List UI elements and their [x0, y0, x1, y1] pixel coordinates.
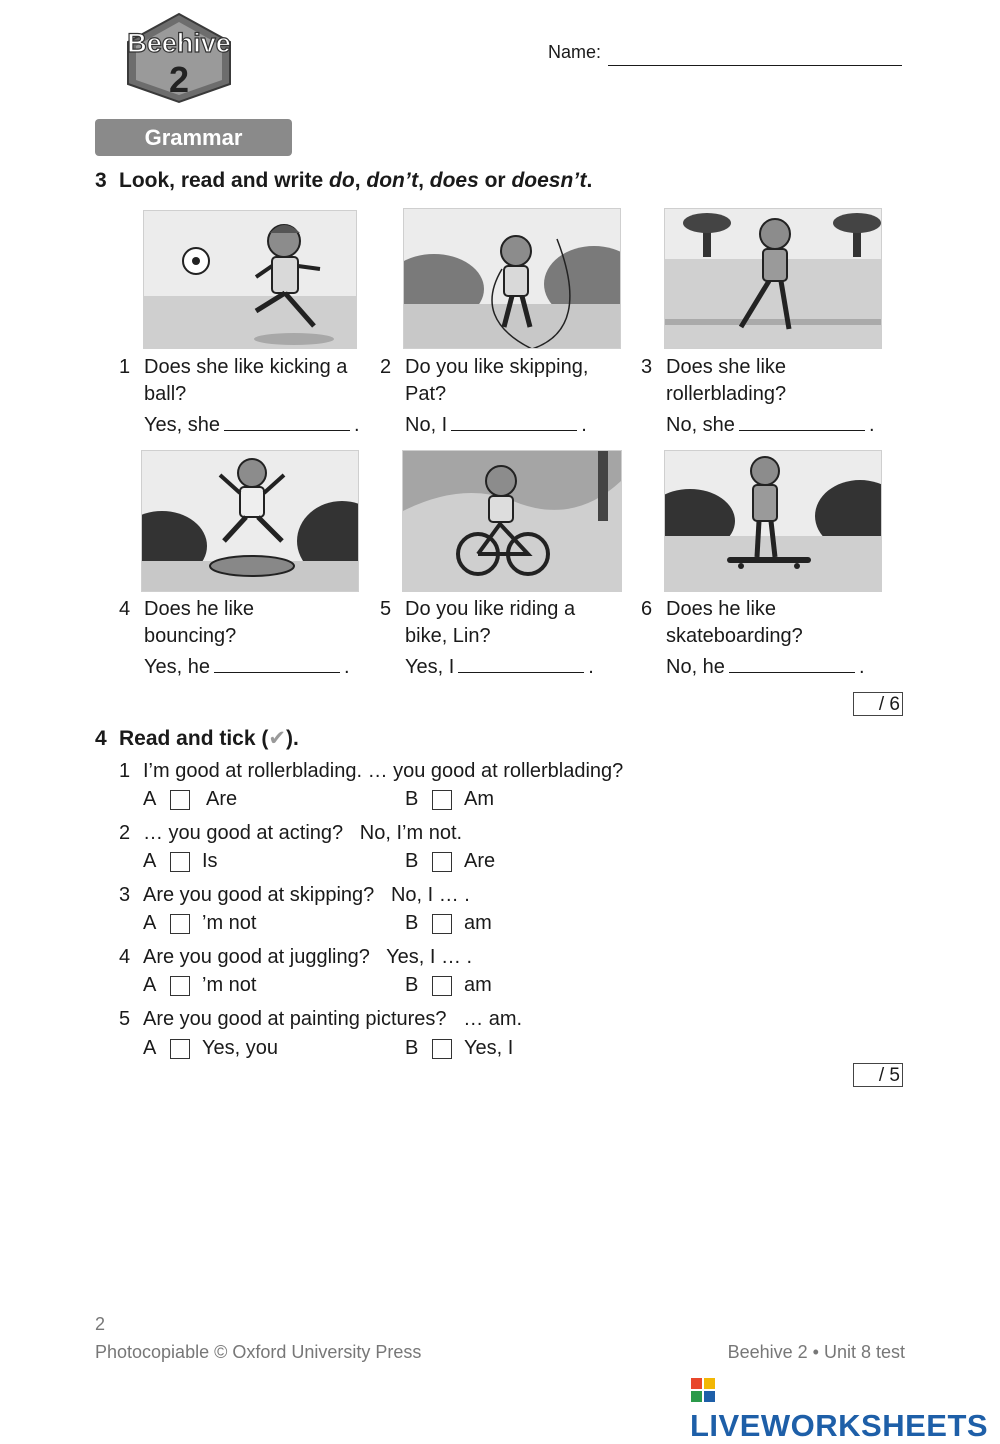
- question-4: 4 Does he like bouncing? Yes, he .: [119, 598, 350, 678]
- exercise-number: 3: [95, 169, 107, 192]
- exercise-4-title: 4 Read and tick (✔).: [95, 727, 299, 750]
- liveworksheets-logo-icon: [690, 1375, 716, 1401]
- checkbox-1b[interactable]: [432, 790, 452, 810]
- option-4b: B am: [405, 974, 492, 996]
- question-6: 6 Does he like skateboarding? No, he .: [641, 598, 865, 678]
- answer-blank-2[interactable]: [451, 412, 577, 431]
- checkbox-3b[interactable]: [432, 914, 452, 934]
- option-5a: A Yes, you: [143, 1037, 278, 1059]
- tick-question-5: 5 Are you good at painting pictures? … am.: [119, 1008, 523, 1030]
- name-field: [548, 42, 904, 72]
- question-3: 3 Does she like rollerblading? No, she .: [641, 356, 875, 436]
- tick-question-2: 2 … you good at acting? No, I’m not.: [119, 822, 463, 844]
- checkbox-5a[interactable]: [170, 1039, 190, 1059]
- tick-question-3: 3 Are you good at skipping? No, I … .: [119, 884, 470, 906]
- option-5b: B Yes, I: [405, 1037, 514, 1059]
- picture-girl-rollerblading: [664, 208, 882, 349]
- checkbox-2b[interactable]: [432, 852, 452, 872]
- answer-blank-1[interactable]: [224, 412, 350, 431]
- option-4a: A ’m not: [143, 974, 257, 996]
- answer-blank-5[interactable]: [458, 654, 584, 673]
- option-2a: A Is: [143, 850, 218, 872]
- answer-blank-3[interactable]: [739, 412, 865, 431]
- picture-boy-skateboarding: [664, 450, 882, 592]
- option-3a: A ’m not: [143, 912, 257, 934]
- picture-girl-riding-bike: [402, 450, 622, 592]
- answer-blank-4[interactable]: [214, 654, 340, 673]
- section-tab-grammar: Grammar: [95, 119, 292, 156]
- option-3b: B am: [405, 912, 492, 934]
- picture-boy-skipping: [403, 208, 621, 349]
- copyright-text: Photocopiable © Oxford University Press: [95, 1342, 422, 1362]
- beehive-logo: [112, 12, 246, 104]
- checkbox-3a[interactable]: [170, 914, 190, 934]
- option-1b: B Am: [405, 788, 494, 810]
- question-2: 2 Do you like skipping, Pat? No, I .: [380, 356, 589, 436]
- name-label: Name:: [548, 42, 602, 62]
- logo-word: Beehive: [127, 28, 231, 58]
- score-box-exercise-4: / 5: [853, 1063, 903, 1087]
- answer-blank-6[interactable]: [729, 654, 855, 673]
- exercise-3-title: 3 Look, read and write do, don’t, does or doesn’t.: [95, 169, 593, 192]
- unit-label: Beehive 2 • Unit 8 test: [727, 1342, 905, 1362]
- tick-icon: ✔: [268, 727, 286, 750]
- logo-number: 2: [168, 59, 190, 100]
- checkbox-1a[interactable]: [170, 790, 190, 810]
- name-line[interactable]: [608, 65, 902, 66]
- checkbox-4b[interactable]: [432, 976, 452, 996]
- picture-girl-kicking-ball: [143, 210, 357, 349]
- tick-question-4: 4 Are you good at juggling? Yes, I … .: [119, 946, 473, 968]
- checkbox-5b[interactable]: [432, 1039, 452, 1059]
- question-5: 5 Do you like riding a bike, Lin? Yes, I .: [380, 598, 594, 678]
- question-1: 1 Does she like kicking a ball? Yes, she .: [119, 356, 360, 436]
- checkbox-2a[interactable]: [170, 852, 190, 872]
- option-1a: A Are: [143, 788, 238, 810]
- option-2b: B Are: [405, 850, 496, 872]
- picture-boy-bouncing: [141, 450, 359, 592]
- tick-question-1: 1 I’m good at rollerblading. … you good at rollerblading?: [119, 760, 624, 782]
- checkbox-4a[interactable]: [170, 976, 190, 996]
- score-box-exercise-3: / 6: [853, 692, 903, 716]
- page-number: 2: [95, 1314, 106, 1334]
- liveworksheets-watermark: LIVEWORKSHEETS: [690, 1372, 1000, 1444]
